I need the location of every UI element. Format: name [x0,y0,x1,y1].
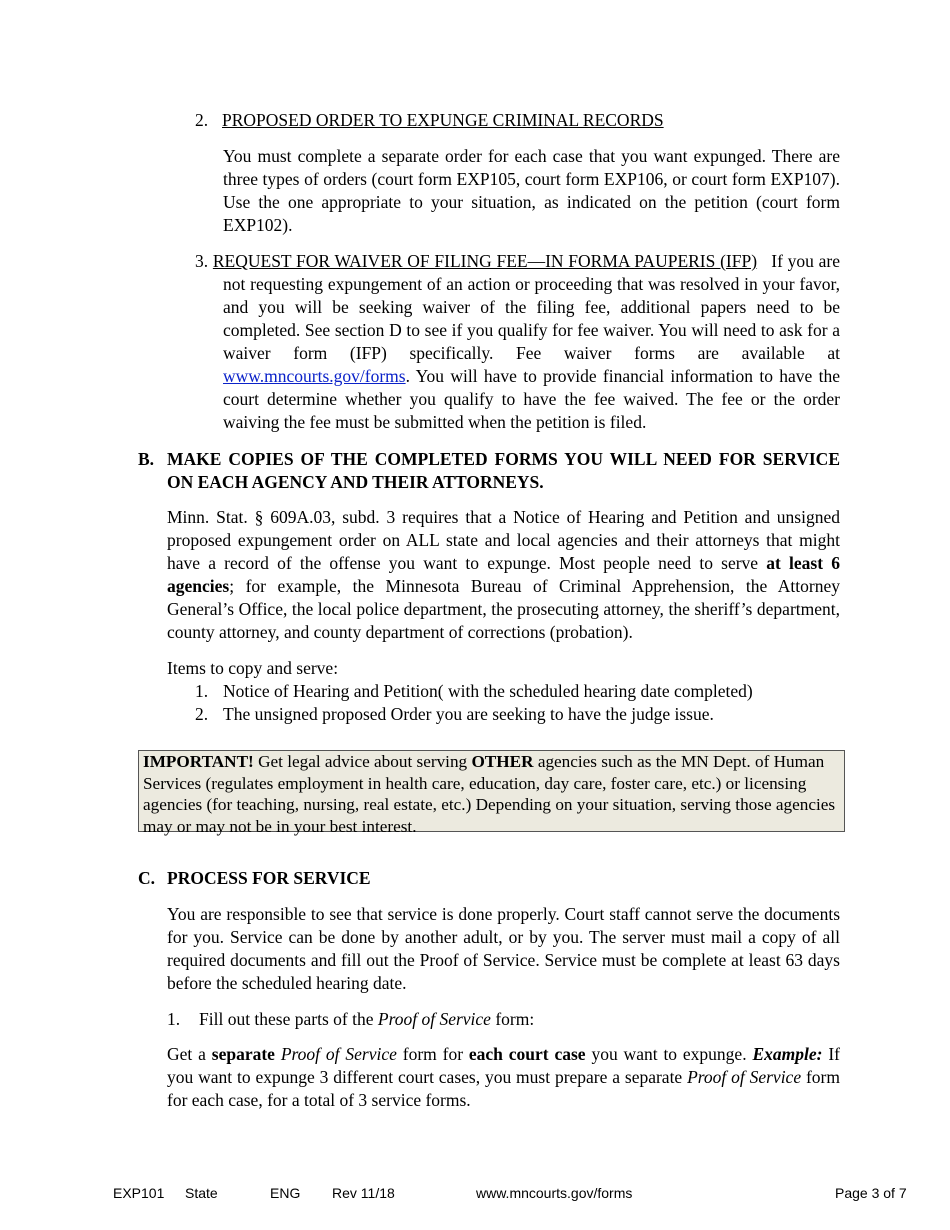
footer-form-code: EXP101 [113,1185,165,1201]
footer-jurisdiction: State [185,1185,218,1201]
step-text: Fill out these parts of the [199,1009,378,1029]
footer-revision: Rev 11/18 [332,1185,395,1201]
footer-url: www.mncourts.gov/forms [476,1185,633,1201]
detail-bold: separate [211,1044,275,1064]
item-3-title: REQUEST FOR WAIVER OF FILING FEE—IN FORMA PAUPERIS (IFP) [212,251,758,271]
section-c-body: You are responsible to see that service is done properly. Court staff cannot serve the documents for you. Service can be done by another adult, or by you. The server must mail a copy of all required documents and fill out the Proof of Service. Service must be complete at least 63 days before the scheduled hearing date. [167,904,840,993]
item-3-body-end: . You will have to provide financial information to have the court determine whether you qualify to have the fee waived. The fee or the order waiving the fee must be submitted when the petition is filed. [223,366,840,432]
detail-italic: Proof of Service [687,1067,802,1087]
item-2-heading [195,109,664,132]
important-label: IMPORTANT! [143,752,254,771]
section-c-title: PROCESS FOR SERVICE [167,868,371,888]
list-item-text: The unsigned proposed Order you are seeking to have the judge issue. [223,704,714,724]
footer-language: ENG [270,1185,301,1201]
step-text-end: form: [490,1009,535,1029]
detail-text: you want to expunge. [585,1044,753,1064]
detail-bold: each court case [468,1044,586,1064]
section-c-step-1 [167,1008,534,1031]
section-b-title: MAKE COPIES OF THE COMPLETED FORMS YOU WILL NEED FOR SERVICE ON EACH AGENCY AND THEIR ATTORNEYS. [167,449,840,492]
detail-text: Get a [167,1044,212,1064]
section-b-body-text-2: ; for example, the Minnesota Bureau of Criminal Apprehension, the Attorney General’s Office, the local police department, the prosecuting attorney, the sheriff’s department, county attorney, and county department of corrections (probation). [167,576,840,642]
list-item [195,680,753,703]
important-text: Get legal advice about serving [253,752,472,771]
section-b-body [167,506,840,644]
list-item-number: 2. [195,704,209,724]
detail-text: form for [396,1044,469,1064]
forms-link[interactable]: www.mncourts.gov/forms [223,366,406,386]
detail-example-label: Example: [752,1044,823,1064]
item-2-title: PROPOSED ORDER TO EXPUNGE CRIMINAL RECORDS [222,110,664,130]
section-b-body-emphasis: at least 6 agencies [167,553,840,596]
list-item [195,703,714,726]
important-notice-box [138,750,845,836]
footer-page-number: Page 3 of 7 [835,1185,907,1201]
section-c-letter: C. [138,868,156,888]
item-3-number: 3. [195,251,209,271]
detail-text: If you want to expunge 3 different court cases, you must prepare a separate [167,1044,840,1087]
copy-list-intro: Items to copy and serve: [167,658,339,678]
step-number: 1. [167,1009,181,1029]
list-item-text: Notice of Hearing and Petition( with the scheduled hearing date completed) [223,681,753,701]
section-b-letter: B. [138,449,155,469]
section-c-step-1-detail [167,1043,840,1112]
detail-text: form for each case, for a total of 3 service forms. [167,1067,840,1110]
step-form-name: Proof of Service [377,1009,491,1029]
item-3-paragraph [195,250,841,434]
item-2-body: You must complete a separate order for each case that you want expunged. There are three types of orders (court form EXP105, court form EXP106, or court form EXP107). Use the one appropriate to your situation, as indicated on the petition (court form EXP102). [223,146,840,235]
item-3-body-start: If you are not requesting expungement of an action or proceeding that was resolved in your favor, and you will be seeking waiver of the filing fee, additional papers need to be completed. See section D to see if you qualify for fee waiver. You will need to ask for a waiver form (IFP) specifically. Fee waiver forms are available at [223,251,841,363]
important-emphasis: OTHER [471,752,534,771]
section-b-body-text: Minn. Stat. § 609A.03, subd. 3 requires that a Notice of Hearing and Petition and unsigned proposed expungement order on ALL state and local agencies and their attorneys that might have a record of the offense you want to expunge. Most people need to serve [167,507,840,573]
important-text-2: agencies such as the MN Dept. of Human Services (regulates employment in health care, education, day care, foster care, etc.) or licensing agencies (for teaching, nursing, real estate, etc.) Depending on your situation, serving those agencies may or may not be in your best interest. [143,752,836,836]
detail-italic: Proof of Service [280,1044,397,1064]
list-item-number: 1. [195,681,209,701]
item-2-number: 2. [195,110,209,130]
